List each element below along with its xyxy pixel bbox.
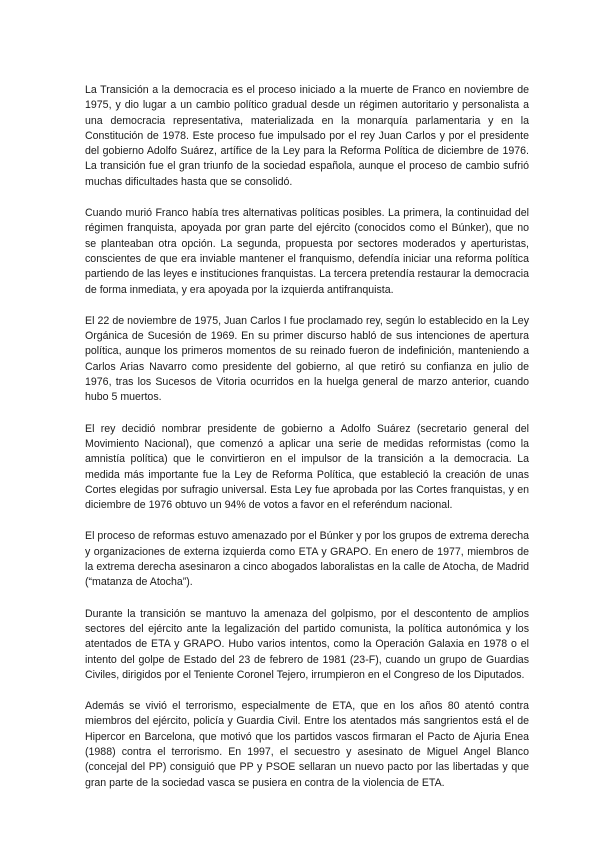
document-page	[85, 83, 529, 807]
paragraph-suarez: El rey decidió nombrar presidente de gobierno a Adolfo Suárez (secretario general del Movimiento Nacional), que comenzó a aplicar una serie de medidas reformistas (como la amnistía política) que le convirtieron en el impulsor de la transición a la democracia. La medida más importante fue la Ley de Reforma Política, que estableció la creación de unas Cortes elegidas por sufragio universal. Esta Ley fue aprobada por las Cortes franquistas, y en diciembre de 1976 obtuvo un 94% de votos a favor en el referéndum nacional.	[85, 422, 529, 512]
paragraph-juan-carlos: El 22 de noviembre de 1975, Juan Carlos I fue proclamado rey, según lo establecido en la Ley Orgánica de Sucesión de 1969. En su primer discurso habló de sus intenciones de apertura política, aunque los primeros momentos de su reinado fueron de indefinición, manteniendo a Carlos Arias Navarro como presidente del gobierno, al que retiró su confianza en julio de 1976, tras los Sucesos de Vitoria ocurridos en la huelga general de marzo anterior, cuando hubo 5 muertos.	[85, 314, 529, 404]
paragraph-alternatives: Cuando murió Franco había tres alternativas políticas posibles. La primera, la continuidad del régimen franquista, apoyada por gran parte del ejército (conocidos como el Búnker), que no se planteaban otra opción. La segunda, propuesta por sectores moderados y aperturistas, conscientes de que era inviable mantener el franquismo, defendía iniciar una reforma política partiendo de las leyes e instituciones franquistas. La tercera pretendía restaurar la democracia de forma inmediata, y era apoyada por la izquierda antifranquista.	[85, 207, 529, 296]
paragraph-golpismo: Durante la transición se mantuvo la amenaza del golpismo, por el descontento de amplios sectores del ejército ante la legalización del partido comunista, la política autonómica y los atentados de ETA y GRAPO. Hubo varios intentos, como la Operación Galaxia en 1978 o el intento del golpe de Estado del 23 de febrero de 1981 (23-F), cuando un grupo de Guardias Civiles, dirigidos por el Teniente Coronel Tejero, irrumpieron en el Congreso de los Diputados.	[85, 607, 529, 681]
paragraph-intro: La Transición a la democracia es el proceso iniciado a la muerte de Franco en noviembre de 1975, y dio lugar a un cambio político gradual desde un régimen autoritario y personalista a una democracia representativa, materializada en la monarquía parlamentaria y en la Constitución de 1978. Este proceso fue impulsado por el rey Juan Carlos y por el presidente del gobierno Adolfo Suárez, artífice de la Ley para la Reforma Política de diciembre de 1976. La transición fue el gran triunfo de la sociedad española, aunque el proceso de cambio sufrió muchas dificultades hasta que se consolidó.	[85, 84, 529, 188]
paragraph-threats: El proceso de reformas estuvo amenazado por el Búnker y por los grupos de extrema derecha y organizaciones de externa izquierda como ETA y GRAPO. En enero de 1977, miembros de la extrema derecha asesinaron a cinco abogados laboralistas en la calle de Atocha, de Madrid (“matanza de Atocha”).	[85, 530, 529, 589]
paragraph-terrorism: Además se vivió el terrorismo, especialmente de ETA, que en los años 80 atentó contra miembros del ejército, policía y Guardia Civil. Entre los atentados más sangrientos está el de Hipercor en Barcelona, que motivó que los partidos vascos firmaran el Pacto de Ajuria Enea (1988) contra el terrorismo. En 1997, el secuestro y asesinato de Miguel Angel Blanco (concejal del PP) consiguió que PP y PSOE sellaran un nuevo pacto por las libertadas y que gran parte de la sociedad vasca se pusiera en contra de la violencia de ETA.	[85, 700, 529, 789]
